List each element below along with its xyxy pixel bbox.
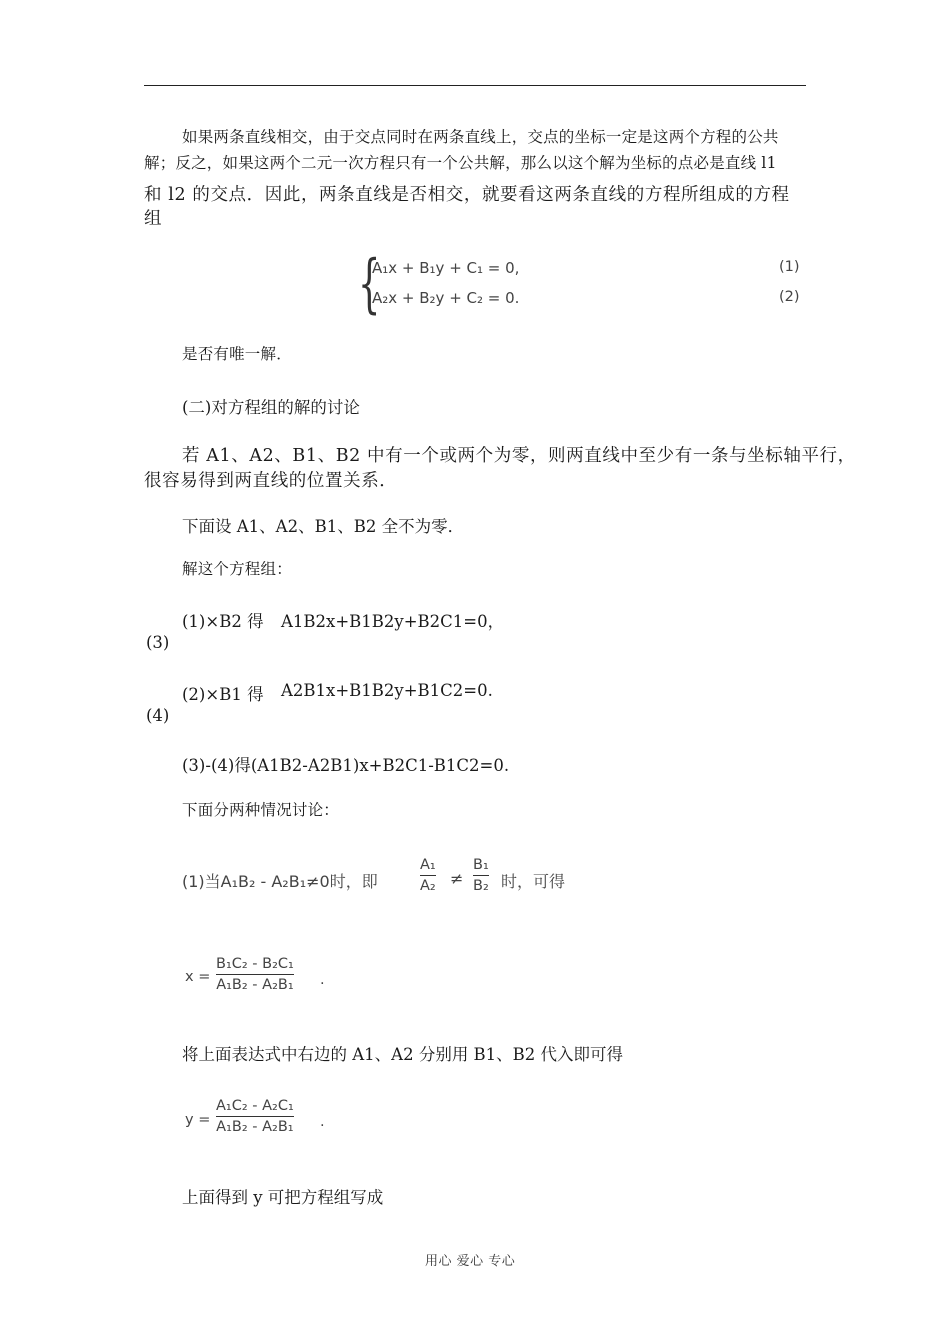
- x-formula-lhs: x =: [185, 969, 211, 985]
- step3-label: (1)×B2 得: [182, 612, 264, 631]
- y-fraction: [216, 1097, 294, 1136]
- x-fraction: [216, 955, 294, 994]
- para1-line1: 如果两条直线相交，由于交点同时在两条直线上，交点的坐标一定是这两个方程的公共: [182, 128, 779, 146]
- system-brace: {: [358, 247, 381, 321]
- fraction-b-numerator: B₁: [473, 857, 489, 873]
- fraction-b-bar: [473, 875, 489, 876]
- page-footer: 用心 爱心 专心: [425, 1254, 516, 1269]
- step3-tag: (3): [146, 633, 170, 652]
- step4-label: (2)×B1 得: [182, 685, 264, 704]
- fraction-b-denominator: B₂: [473, 878, 489, 894]
- y-fraction-bar: [216, 1116, 294, 1117]
- case1-suffix: 时，可得: [501, 872, 566, 891]
- x-denominator: A₁B₂ - A₂B₁: [216, 977, 294, 993]
- system-eq2-tag: (2): [779, 289, 800, 305]
- case1-prefix: (1)当A₁B₂ - A₂B₁≠0时，即: [182, 872, 378, 891]
- x-fraction-bar: [216, 974, 294, 975]
- neq-symbol: ≠: [450, 869, 464, 888]
- fraction-a1-a2: [420, 856, 436, 895]
- solve-text: 解这个方程组：: [182, 560, 292, 578]
- header-rule: [144, 85, 806, 86]
- y-formula-end: .: [320, 1114, 325, 1130]
- x-formula-end: .: [320, 972, 325, 988]
- x-numerator: B₁C₂ - B₂C₁: [216, 956, 294, 972]
- step4-tag: (4): [146, 706, 170, 725]
- step5-equation: (3)-(4)得(A1B2-A2B1)x+B2C1-B1C2=0.: [182, 756, 510, 775]
- replace-text: 将上面表达式中右边的 A1、A2 分别用 B1、B2 代入即可得: [182, 1045, 624, 1064]
- last-line: 上面得到 y 可把方程组写成: [182, 1188, 384, 1207]
- step3-equation: A1B2x+B1B2y+B2C1=0，: [281, 612, 505, 631]
- section-heading: (二)对方程组的解的讨论: [182, 398, 360, 417]
- system-eq1-tag: (1): [779, 259, 800, 275]
- unique-solution-text: 是否有唯一解．: [182, 345, 292, 363]
- fraction-a-numerator: A₁: [420, 857, 436, 873]
- cases-intro: 下面分两种情况讨论：: [182, 801, 340, 819]
- system-eq1: A₁x + B₁y + C₁ = 0,: [372, 259, 520, 277]
- para1-line4: 组: [144, 209, 163, 229]
- y-formula-lhs: y =: [185, 1112, 211, 1128]
- para1-line2: 解；反之，如果这两个二元一次方程只有一个公共解，那么以这个解为坐标的点必是直线 l1: [144, 154, 777, 172]
- y-numerator: A₁C₂ - A₂C₁: [216, 1098, 294, 1114]
- fraction-a-bar: [420, 875, 436, 876]
- para2-line1: 若 A1、A2、B1、B2 中有一个或两个为零，则两直线中至少有一条与坐标轴平行，: [182, 446, 856, 466]
- assume-text: 下面设 A1、A2、B1、B2 全不为零．: [182, 517, 465, 536]
- y-denominator: A₁B₂ - A₂B₁: [216, 1119, 294, 1135]
- para1-line3: 和 l2 的交点．因此，两条直线是否相交，就要看这两条直线的方程所组成的方程: [144, 185, 790, 205]
- step4-equation: A2B1x+B1B2y+B1C2=0.: [281, 681, 493, 700]
- system-eq2: A₂x + B₂y + C₂ = 0.: [372, 289, 520, 307]
- para2-line2: 很容易得到两直线的位置关系．: [144, 471, 398, 491]
- fraction-b1-b2: [473, 856, 489, 895]
- fraction-a-denominator: A₂: [420, 878, 436, 894]
